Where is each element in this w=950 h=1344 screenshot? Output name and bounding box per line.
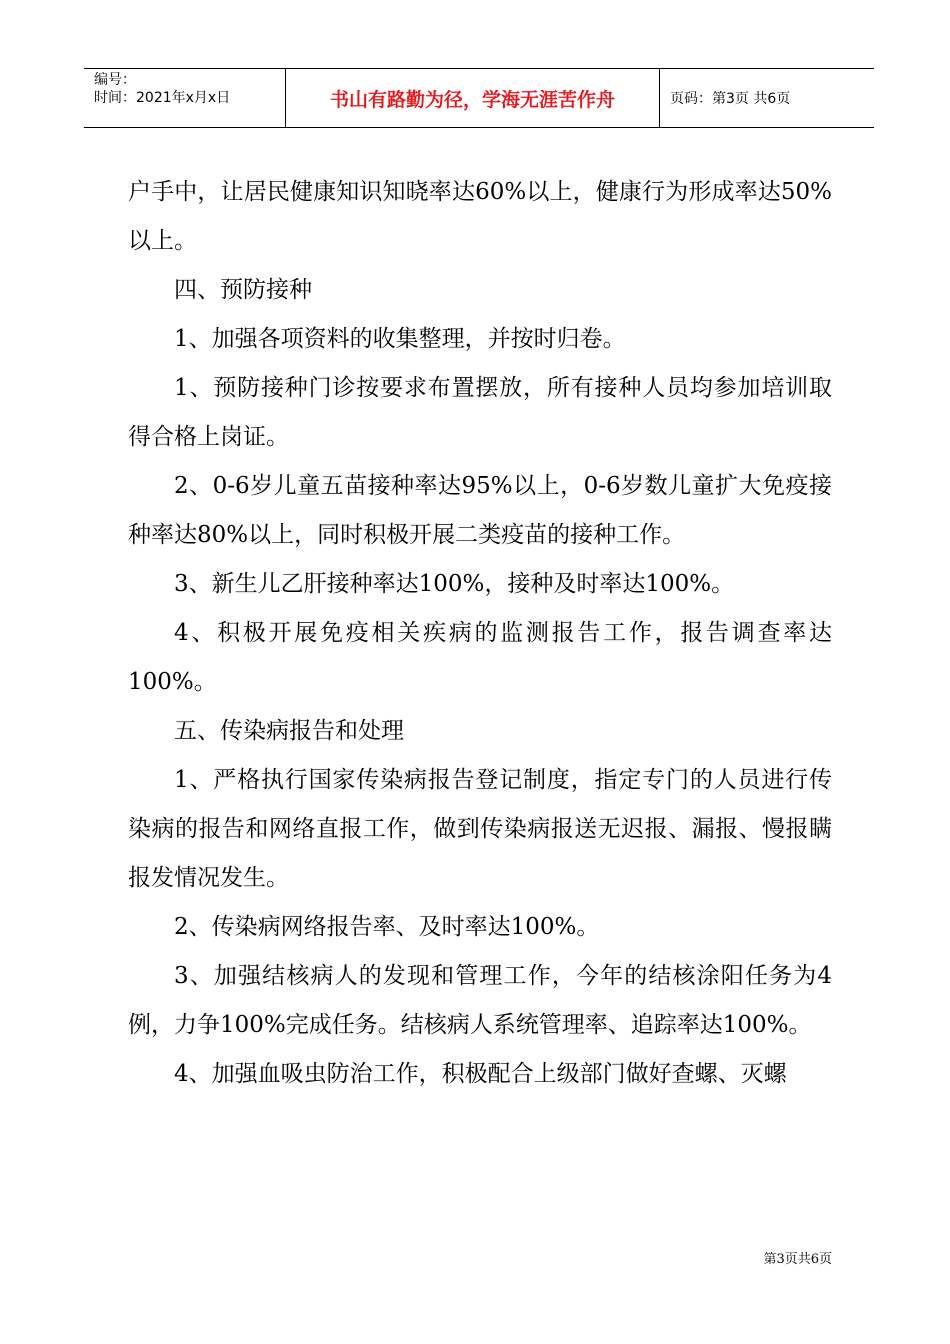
header-meta	[84, 69, 286, 127]
page-header	[84, 68, 874, 128]
paragraph: 户手中，让居民健康知识知晓率达60%以上，健康行为形成率达50%以上。	[128, 179, 832, 254]
header-page-number: 页码：第3页 共6页	[670, 91, 791, 107]
paragraph: 1、严格执行国家传染病报告登记制度，指定专门的人员进行传染病的报告和网络直报工作，做到传染病报送无迟报、漏报、慢报瞒报发情况发生。	[128, 767, 832, 891]
paragraph: 4、积极开展免疫相关疾病的监测报告工作，报告调查率达100%。	[128, 620, 832, 695]
paragraph: 1、预防接种门诊按要求布置摆放，所有接种人员均参加培训取得合格上岗证。	[128, 375, 832, 450]
document-body	[128, 168, 832, 1099]
paragraph: 2、0-6岁儿童五苗接种率达95%以上，0-6岁数儿童扩大免疫接种率达80%以上，同时积极开展二类疫苗的接种工作。	[128, 473, 832, 548]
paragraph: 4、加强血吸虫防治工作，积极配合上级部门做好查螺、灭螺	[174, 1061, 787, 1087]
page-footer: 第3页共6页	[763, 1252, 832, 1267]
document-number: 编号：	[94, 72, 136, 88]
paragraph: 3、新生儿乙肝接种率达100%，接种及时率达100%。	[174, 571, 735, 597]
paragraph: 1、加强各项资料的收集整理，并按时归卷。	[174, 326, 626, 352]
paragraph: 2、传染病网络报告率、及时率达100%。	[174, 914, 600, 940]
document-date: 时间：2021年x月x日	[94, 90, 231, 106]
paragraph: 3、加强结核病人的发现和管理工作，今年的结核涂阳任务为4例，力争100%完成任务。结核病人系统管理率、追踪率达100%。	[128, 963, 832, 1038]
header-motto: 书山有路勤为径，学海无涯苦作舟	[286, 69, 660, 127]
section-heading: 四、预防接种	[174, 277, 312, 303]
section-heading: 五、传染病报告和处理	[174, 718, 404, 744]
